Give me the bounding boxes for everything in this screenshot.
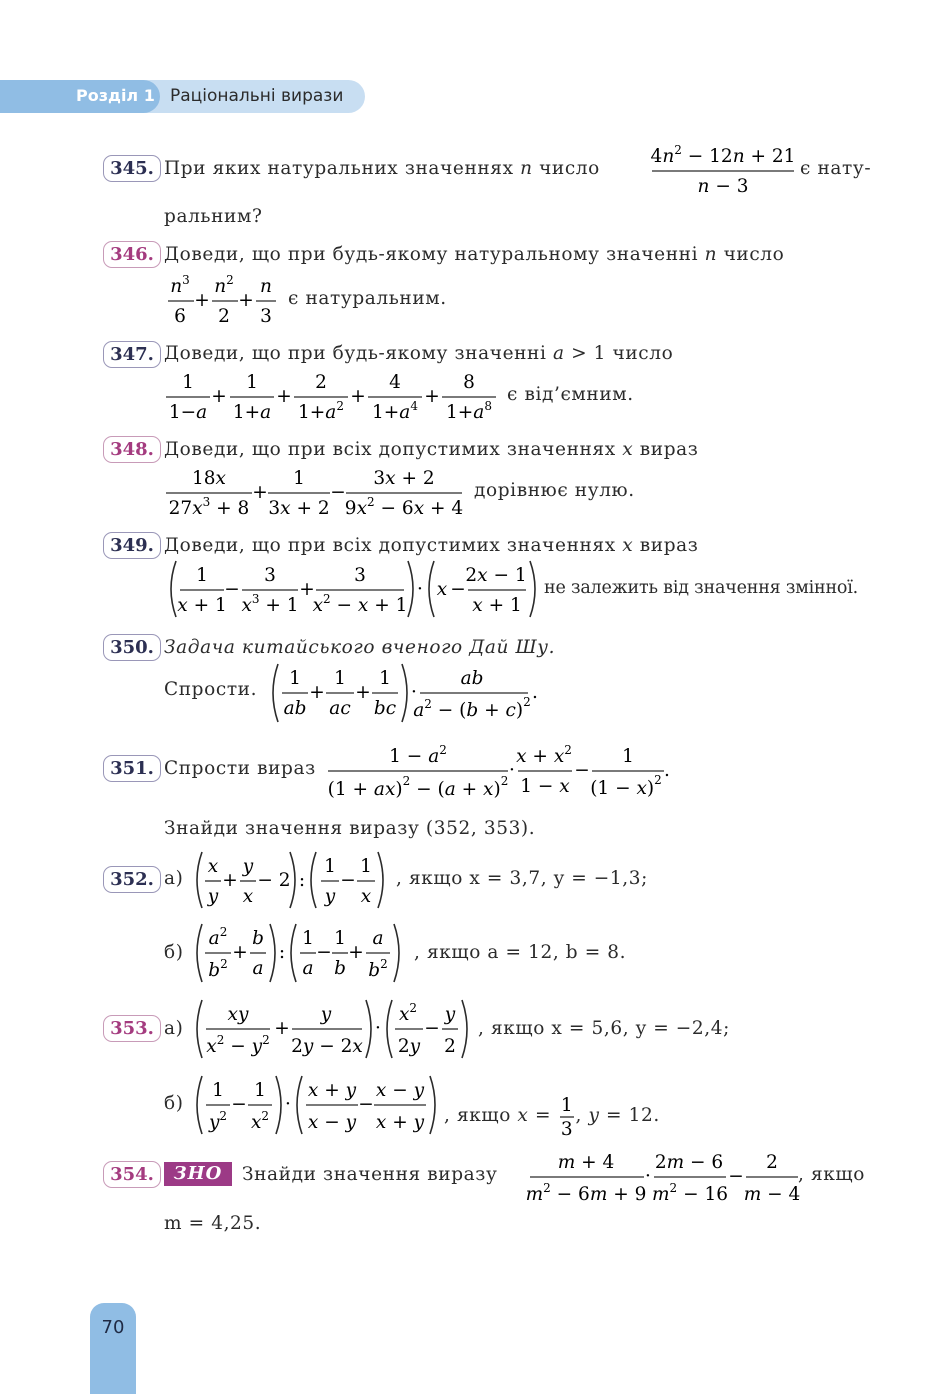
- svg-text:2: 2: [218, 306, 230, 327]
- fraction-one-third: [558, 1093, 576, 1139]
- svg-text:9x2 − 6x + 4: $9x^2 - 6x + 4$: [344, 495, 464, 519]
- exercise-number-347: 347.: [103, 341, 161, 368]
- page-number: 70: [101, 1317, 125, 1338]
- svg-text:n3: $n^3$: [170, 273, 190, 297]
- svg-text:+: +: [350, 386, 366, 407]
- svg-text:1: 1: [379, 668, 391, 689]
- svg-text:b2: $b^2$: [368, 957, 388, 981]
- svg-text:3x + 2: 3x + 2: [268, 498, 330, 519]
- svg-text:.: .: [664, 760, 670, 781]
- svg-text:+: +: [222, 870, 238, 891]
- exercise-348-formula: [164, 462, 464, 522]
- svg-text:a: a: [372, 928, 384, 949]
- exercise-346-tail: є натуральним.: [288, 288, 447, 309]
- exercise-354-formula: [525, 1144, 804, 1210]
- exercise-number-354: 354.: [103, 1161, 161, 1188]
- svg-text:1 − x: 1 − x: [520, 776, 570, 797]
- exercise-352-b-label: б): [164, 942, 184, 963]
- svg-text:+: +: [238, 290, 254, 311]
- svg-text:y: y: [444, 1004, 456, 1025]
- svg-text:ac: ac: [329, 698, 351, 719]
- svg-text:1: 1: [324, 856, 336, 877]
- svg-text:18x: 18x: [192, 468, 226, 489]
- svg-text:1: 1: [289, 668, 301, 689]
- exercise-354-tail: , якщо: [798, 1164, 865, 1185]
- svg-text:2: 2: [315, 372, 327, 393]
- svg-text:x + 1: x + 1: [472, 595, 522, 616]
- svg-text:2y − 2x: 2y − 2x: [291, 1036, 363, 1057]
- exercise-347-formula: [164, 366, 504, 426]
- exercise-352-a-formula: [190, 848, 396, 912]
- section-label: Розділ 1: [76, 86, 155, 105]
- exercise-353-b-label: б): [164, 1093, 184, 1114]
- svg-text:1: 1: [360, 856, 372, 877]
- svg-text:x2 − y2: $x^2 - y^2$: [206, 1033, 270, 1057]
- exercise-349-formula: [164, 557, 544, 621]
- svg-text:y: y: [207, 886, 219, 907]
- svg-text:ab: ab: [283, 698, 307, 719]
- exercise-number-348: 348.: [103, 436, 161, 463]
- exercise-number-352: 352.: [103, 866, 161, 893]
- svg-text:1: 1: [622, 746, 634, 767]
- svg-text:a: a: [252, 958, 264, 979]
- exercise-353-a-label: а): [164, 1018, 184, 1039]
- svg-text:1−a: 1−a: [168, 402, 208, 423]
- svg-text:x: x: [436, 579, 448, 600]
- page-number-tab: [90, 1303, 136, 1394]
- svg-text:xy: xy: [227, 1004, 249, 1025]
- svg-text:·: ·: [417, 579, 423, 600]
- svg-text:x: x: [242, 886, 254, 907]
- svg-text:4n2 − 12n + 21: $4n^2 - 12n + 21$: [650, 143, 796, 167]
- svg-text:3x + 2: 3x + 2: [373, 468, 435, 489]
- zno-badge: ЗНО: [164, 1162, 232, 1186]
- svg-text:1: 1: [293, 468, 305, 489]
- svg-text:1+a4: $1+a^4$: [372, 399, 418, 423]
- svg-text:·: ·: [285, 1094, 291, 1115]
- exercise-346-text: Доведи, що при будь-якому натуральному значенні n число: [164, 244, 785, 265]
- svg-text:3: 3: [264, 565, 276, 586]
- svg-text:2: 2: [444, 1036, 456, 1057]
- svg-text:1: 1: [196, 565, 208, 586]
- svg-text:n: n: [260, 276, 272, 297]
- exercise-353-a-condition: , якщо x = 5,6, y = −2,4;: [478, 1018, 730, 1039]
- exercise-number-345: 345.: [103, 155, 161, 182]
- svg-text:x2 − x + 1: $x^2 - x + 1$: [312, 592, 408, 616]
- svg-text:+: +: [232, 942, 248, 963]
- svg-text:+: +: [211, 386, 227, 407]
- svg-text:a2: $a^2$: [208, 925, 228, 949]
- section-title: Раціональні вирази: [170, 86, 344, 106]
- svg-text:1+a8: $1+a^8$: [446, 399, 492, 423]
- exercise-354-text: Знайди значення виразу: [242, 1164, 498, 1185]
- svg-text:bc: bc: [373, 698, 397, 719]
- svg-text:x − y: x − y: [375, 1080, 425, 1101]
- svg-text:+: +: [348, 942, 364, 963]
- svg-text:+: +: [355, 682, 371, 703]
- svg-text:1: 1: [246, 372, 258, 393]
- svg-text:(1 − x)2: $(1 - x)^2$: [590, 773, 662, 799]
- exercise-347-tail: є від’ємним.: [507, 384, 634, 405]
- exercise-number-349: 349.: [103, 532, 161, 559]
- svg-text:n2: $n^2$: [214, 273, 234, 297]
- svg-text:1: 1: [182, 372, 194, 393]
- svg-text:−: −: [574, 760, 590, 781]
- svg-text:− 2: − 2: [257, 870, 291, 891]
- exercise-352-b-formula: [190, 920, 416, 986]
- svg-text:x + 1: x + 1: [177, 595, 227, 616]
- svg-text:x + y: x + y: [375, 1112, 425, 1133]
- exercise-345-tail: є нату-: [800, 158, 872, 179]
- section-label-tag: [0, 80, 160, 113]
- svg-text:2y: 2y: [397, 1036, 421, 1057]
- exercise-353-a-formula: [190, 996, 480, 1062]
- svg-text::: :: [298, 870, 306, 891]
- svg-text:6: 6: [174, 306, 186, 327]
- svg-text:b: b: [252, 928, 264, 949]
- exercise-353-b-formula: [190, 1072, 448, 1138]
- svg-text:ab: ab: [460, 668, 484, 689]
- svg-text:−: −: [358, 1094, 374, 1115]
- svg-text:x: x: [360, 886, 372, 907]
- svg-text:1+a2: $1+a^2$: [298, 399, 344, 423]
- svg-text:x + y: x + y: [307, 1080, 357, 1101]
- exercise-352-a-condition: , якщо x = 3,7, y = −1,3;: [396, 868, 648, 889]
- svg-text:−: −: [224, 579, 240, 600]
- svg-text:+: +: [194, 290, 210, 311]
- intro-352-353: Знайди значення виразу (352, 353).: [164, 818, 536, 839]
- svg-text:1: 1: [254, 1080, 266, 1101]
- exercise-347-text: Доведи, що при будь-якому значенні a > 1 число: [164, 343, 674, 364]
- svg-text:8: 8: [463, 372, 475, 393]
- exercise-349-tail: не залежить від значення змінної.: [544, 578, 859, 598]
- svg-text:b: b: [334, 958, 346, 979]
- exercise-352-a-label: а): [164, 868, 184, 889]
- exercise-353-b-condition: , якщо x = 1 3 , y = 12.: [444, 1095, 660, 1140]
- svg-text:m − 4: m − 4: [743, 1184, 801, 1205]
- exercise-346-formula: [164, 270, 284, 328]
- svg-text:+: +: [424, 386, 440, 407]
- svg-text:1 − a2: $1 - a^2$: [389, 743, 447, 767]
- svg-text:−: −: [330, 482, 346, 503]
- svg-text:m2 − 16: $m^2 - 16$: [652, 1181, 728, 1205]
- exercise-352-b-condition: , якщо a = 12, b = 8.: [414, 942, 627, 963]
- exercise-number-353: 353.: [103, 1015, 161, 1042]
- exercise-number-346: 346.: [103, 241, 161, 268]
- svg-text:·: ·: [375, 1018, 381, 1039]
- svg-text:x: x: [207, 856, 219, 877]
- svg-text:.: .: [532, 682, 538, 703]
- svg-text:x + x2: $x + x^2$: [516, 743, 572, 767]
- svg-text:+: +: [309, 682, 325, 703]
- exercise-345-text: При яких натуральних значеннях n число: [164, 158, 600, 179]
- svg-text:(1 + ax)2 − (a + x)2: $(1 + ax)^2 - (a + x)^2$: [327, 774, 509, 800]
- svg-text:4: 4: [389, 372, 401, 393]
- svg-text:+: +: [274, 1018, 290, 1039]
- svg-text:y: y: [320, 1004, 332, 1025]
- svg-text:−: −: [450, 579, 466, 600]
- exercise-351-text: Спрости вираз: [164, 758, 316, 779]
- exercise-350-line2: Спрости.: [164, 679, 258, 700]
- svg-text:·: ·: [509, 760, 515, 781]
- svg-text:x − y: x − y: [307, 1112, 357, 1133]
- svg-text:−: −: [424, 1018, 440, 1039]
- exercise-354-line2: m = 4,25.: [164, 1213, 262, 1234]
- exercise-number-350: 350.: [103, 634, 161, 661]
- svg-text:1: 1: [334, 668, 346, 689]
- exercise-350-formula: [266, 660, 541, 726]
- svg-text:·: ·: [645, 1166, 651, 1187]
- exercise-345-formula: [648, 140, 798, 198]
- svg-text:1+a: 1+a: [232, 402, 272, 423]
- svg-text:1: 1: [212, 1080, 224, 1101]
- svg-text:y: y: [324, 886, 336, 907]
- svg-text:3: 3: [260, 306, 272, 327]
- svg-text:3: 3: [560, 1119, 573, 1140]
- section-header: [0, 80, 365, 113]
- svg-text:x3 + 1: $x^3 + 1$: [241, 592, 299, 616]
- exercise-348-tail: дорівнює нулю.: [474, 480, 635, 501]
- svg-text:2m − 6: 2m − 6: [654, 1152, 724, 1173]
- svg-text:y: y: [242, 856, 254, 877]
- svg-text:a2 − (b + c)2: $a^2 - (b + c)^2$: [413, 695, 531, 721]
- svg-text:a: a: [302, 958, 314, 979]
- svg-text:m2 − 6m + 9: $m^2 - 6m + 9$: [525, 1181, 647, 1205]
- svg-text:−: −: [231, 1094, 247, 1115]
- exercise-351-formula: [326, 738, 672, 804]
- svg-text:3: 3: [354, 565, 366, 586]
- exercise-350-text: Задача китайського вченого Дай Шу.: [164, 637, 556, 658]
- svg-text:−: −: [316, 942, 332, 963]
- svg-text:1: 1: [302, 928, 314, 949]
- exercise-number-351: 351.: [103, 755, 161, 782]
- svg-text:b2: $b^2$: [208, 957, 228, 981]
- exercise-345-line2: ральним?: [164, 206, 263, 227]
- svg-text:1: 1: [560, 1095, 573, 1116]
- svg-text:−: −: [340, 870, 356, 891]
- svg-text:−: −: [728, 1166, 744, 1187]
- svg-text:+: +: [252, 482, 268, 503]
- svg-text:+: +: [276, 386, 292, 407]
- svg-text:m + 4: m + 4: [557, 1152, 615, 1173]
- svg-text:x2: $x^2$: [250, 1109, 270, 1133]
- svg-text:2: 2: [766, 1152, 778, 1173]
- svg-text:2x − 1: 2x − 1: [465, 565, 527, 586]
- svg-text:x2: $x^2$: [398, 1001, 418, 1025]
- svg-text:27x3 + 8: $27x^3 + 8$: [168, 495, 250, 519]
- svg-text:n − 3: n − 3: [697, 176, 749, 197]
- svg-text::: :: [278, 942, 286, 963]
- svg-text:y2: $y^2$: [208, 1109, 228, 1133]
- exercise-349-text: Доведи, що при всіх допустимих значеннях x вираз: [164, 535, 699, 556]
- svg-text:+: +: [299, 579, 315, 600]
- exercise-348-text: Доведи, що при всіх допустимих значеннях x вираз: [164, 439, 699, 460]
- svg-text:1: 1: [334, 928, 346, 949]
- svg-text:·: ·: [411, 682, 417, 703]
